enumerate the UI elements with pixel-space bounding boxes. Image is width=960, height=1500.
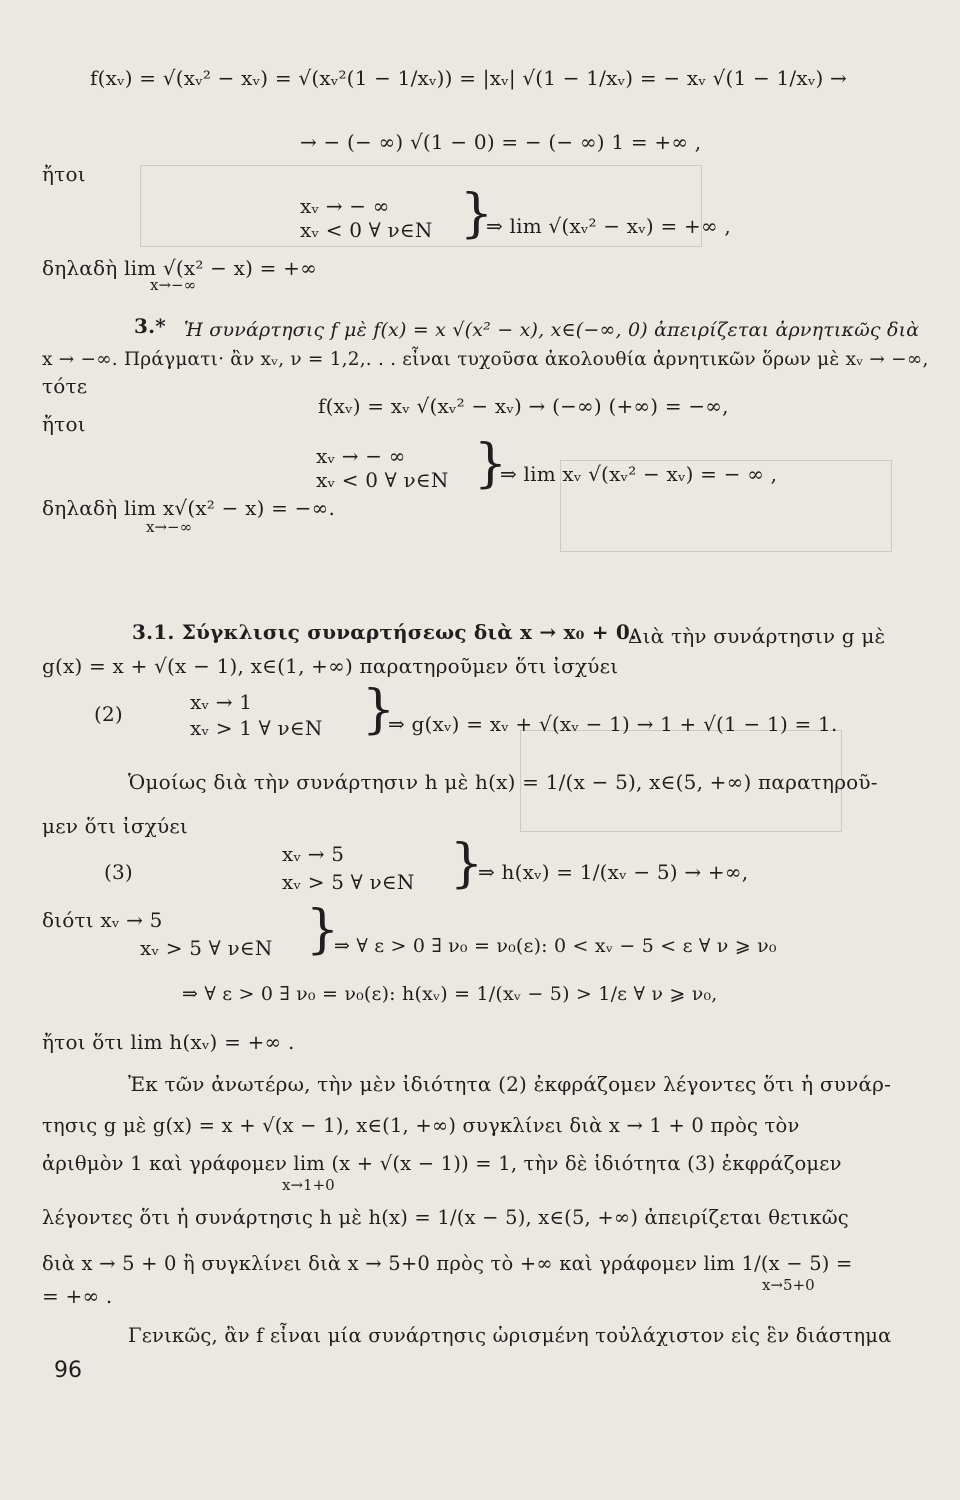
text-line: ἤτοι ὅτι lim h(xᵥ) = +∞ . <box>42 1030 295 1054</box>
system-condition: xᵥ < 0 ∀ ν∈N <box>300 218 433 242</box>
right-brace: } <box>362 680 396 740</box>
system-condition: διότι xᵥ → 5 <box>42 908 163 932</box>
equation-number: (3) <box>104 860 133 884</box>
equation-line: δηλαδὴ lim x√(x² − x) = −∞. <box>42 496 336 520</box>
system-condition: xᵥ > 1 ∀ ν∈N <box>190 716 323 740</box>
text-line: Διὰ τὴν συνάρτησιν g μὲ <box>628 624 886 648</box>
limit-subscript: x→1+0 <box>282 1176 335 1194</box>
page-number: 96 <box>54 1358 82 1383</box>
text-line: μεν ὅτι ἰσχύει <box>42 814 188 838</box>
equation-line: f(xᵥ) = xᵥ √(xᵥ² − xᵥ) → (−∞) (+∞) = −∞, <box>318 394 729 418</box>
limit-subscript: x→5+0 <box>762 1276 815 1294</box>
text-line: x → −∞. Πράγματι· ἂν xᵥ, ν = 1,2,. . . εἶναι τυχοῦσα ἀκολουθία ἀρνητικῶν ὅρων μὲ xᵥ → −∞, <box>42 349 929 370</box>
system-condition: xᵥ → − ∞ <box>300 194 390 218</box>
right-brace: } <box>474 434 508 494</box>
text-line: g(x) = x + √(x − 1), x∈(1, +∞) παρατηροῦμεν ὅτι ἰσχύει <box>42 654 619 678</box>
limit-subscript: x→−∞ <box>146 518 193 536</box>
text-line: ἤτοι <box>42 162 86 186</box>
text-line: Γενικῶς, ἂν f εἶναι μία συνάρτησις ὡρισμένη τοὐλάχιστον εἰς ἓν διάστημα <box>128 1324 892 1347</box>
system-conclusion: ⇒ ∀ ε > 0 ∃ ν₀ = ν₀(ε): 0 < xᵥ − 5 < ε ∀ ν ⩾ ν₀ <box>334 935 777 957</box>
text-line: Ἐκ τῶν ἀνωτέρω, τὴν μὲν ἰδιότητα (2) ἐκφράζομεν λέγοντες ὅτι ἡ συνάρ- <box>128 1072 892 1096</box>
text-line: Ἡ συνάρτησις f μὲ f(x) = x √(x² − x), x∈(−∞, 0) ἀπειρίζεται ἀρνητικῶς διὰ <box>184 319 920 341</box>
right-brace: } <box>306 900 340 960</box>
right-brace: } <box>460 184 494 244</box>
system-conclusion: ⇒ h(xᵥ) = 1/(xᵥ − 5) → +∞, <box>478 860 749 884</box>
system-conclusion: ⇒ lim √(xᵥ² − xᵥ) = +∞ , <box>486 214 731 238</box>
system-condition: xᵥ → 1 <box>190 690 253 714</box>
equation-line: δηλαδὴ lim √(x² − x) = +∞ <box>42 256 317 280</box>
text-line: = +∞ . <box>42 1284 113 1308</box>
text-line: λέγοντες ὅτι ἡ συνάρτησις h μὲ h(x) = 1/(x − 5), x∈(5, +∞) ἀπειρίζεται θετικῶς <box>42 1206 849 1229</box>
system-condition: xᵥ > 5 ∀ ν∈N <box>140 936 273 960</box>
subsection-title: 3.1. Σύγκλισις συναρτήσεως διὰ x → x₀ + 0. <box>132 620 638 644</box>
equation-line: f(xᵥ) = √(xᵥ² − xᵥ) = √(xᵥ²(1 − 1/xᵥ)) = |xᵥ| √(1 − 1/xᵥ) = − xᵥ √(1 − 1/xᵥ) → <box>90 66 847 90</box>
text-line: ἤτοι <box>42 412 86 436</box>
system-condition: xᵥ → 5 <box>282 842 345 866</box>
equation-number: (2) <box>94 702 123 726</box>
system-conclusion: ⇒ lim xᵥ √(xᵥ² − xᵥ) = − ∞ , <box>500 462 778 486</box>
item-number: 3.* <box>134 314 166 338</box>
system-condition: xᵥ < 0 ∀ ν∈N <box>316 468 449 492</box>
text-line: ἀριθμὸν 1 καὶ γράφομεν lim (x + √(x − 1)) = 1, τὴν δὲ ἰδιότητα (3) ἐκφράζομεν <box>42 1152 842 1175</box>
right-brace: } <box>450 834 484 894</box>
equation-line: → − (− ∞) √(1 − 0) = − (− ∞) 1 = +∞ , <box>300 130 702 154</box>
system-condition: xᵥ → − ∞ <box>316 444 406 468</box>
equation-line: ⇒ ∀ ε > 0 ∃ ν₀ = ν₀(ε): h(xᵥ) = 1/(xᵥ − 5) > 1/ε ∀ ν ⩾ ν₀, <box>182 983 718 1005</box>
text-line: Ὁμοίως διὰ τὴν συνάρτησιν h μὲ h(x) = 1/(x − 5), x∈(5, +∞) παρατηροῦ- <box>128 770 878 794</box>
system-condition: xᵥ > 5 ∀ ν∈N <box>282 870 415 894</box>
text-line: τότε <box>42 374 88 398</box>
text-line: τησις g μὲ g(x) = x + √(x − 1), x∈(1, +∞) συγκλίνει διὰ x → 1 + 0 πρὸς τὸν <box>42 1114 800 1137</box>
text-line: διὰ x → 5 + 0 ἢ συγκλίνει διὰ x → 5+0 πρὸς τὸ +∞ καὶ γράφομεν lim 1/(x − 5) = <box>42 1252 853 1275</box>
limit-subscript: x→−∞ <box>150 276 197 294</box>
system-conclusion: ⇒ g(xᵥ) = xᵥ + √(xᵥ − 1) → 1 + √(1 − 1) = 1. <box>388 712 838 736</box>
